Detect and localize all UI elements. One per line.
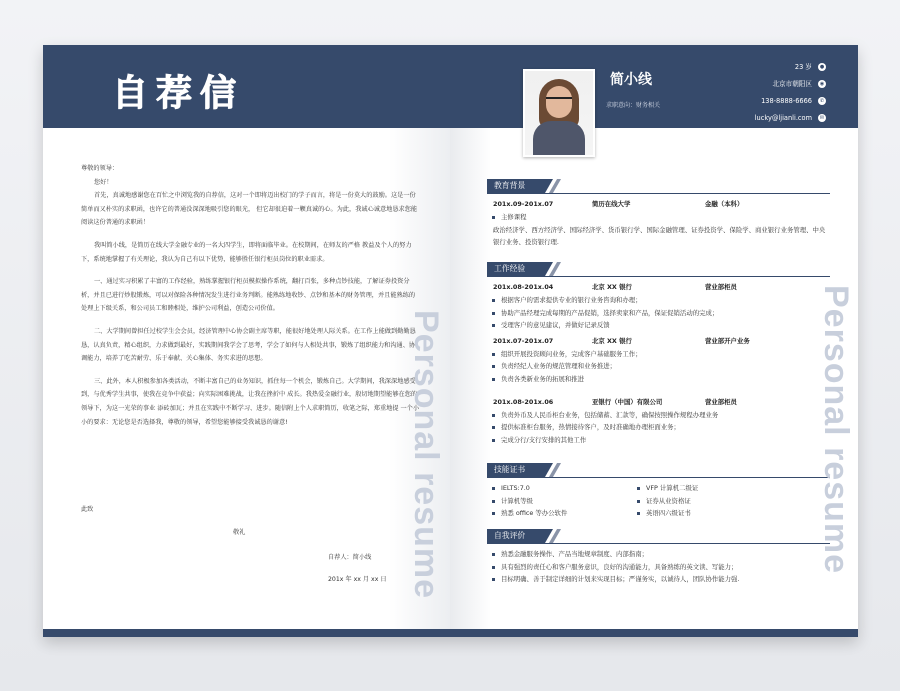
work-item: 提供标准柜台服务，热情接待客户，及时准确地办理柜面业务； <box>487 421 830 434</box>
section-title: 教育背景 <box>487 179 545 193</box>
skills-list <box>487 482 830 520</box>
work-company: 亚银行（中国）有限公司 <box>592 397 663 406</box>
work-section <box>487 262 830 446</box>
section-title: 工作经验 <box>487 262 545 276</box>
letter-paragraph: 一、通过实习积累了丰富的工作经验，熟练掌握银行柜员模拟操作系统，翻打百张，多种点钞技能，了解证券投资分析，并且已进行炒股锻炼，可以对保险各种情况发生进行业务判断。能熟练地收钞、点钞和基本的财务管理，并且能熟练的处理上下级关系，和公司员工和睦相处，维护公司利益，创造公司价值。 <box>81 278 416 313</box>
cover-letter-page <box>43 45 450 637</box>
work-company: 北京 XX 银行 <box>592 336 632 345</box>
job-intent: 求职意向：财务相关 <box>606 102 661 109</box>
work-role: 营业部柜员 <box>705 397 737 406</box>
edu-courses: 政治经济学、西方经济学、国际经济学、货币银行学、国际金融管理、证券投资学、保险学、商业银行业务管理、中央银行业务、投资银行理. <box>493 225 826 247</box>
skill-item: VFP 计算机二级证 <box>632 482 782 495</box>
work-item: 根据客户的需求提供专业的银行业务咨询和办理； <box>487 294 830 307</box>
section-title: 技能证书 <box>487 463 545 477</box>
work-item: 组织开展投资顾问业务，完成客户基础服务工作； <box>487 348 830 361</box>
email-icon: ✉ <box>819 115 825 121</box>
work-item: 负责各类新业务的拓展和推进 <box>487 373 830 386</box>
contact-age: 23 岁 ● <box>794 63 825 71</box>
work-item: 负责经纪人业务的规范管理和业务推进； <box>487 360 830 373</box>
letter-closing: 此致 <box>81 506 94 513</box>
candidate-name: 简小线 <box>610 72 652 88</box>
signature: 自荐人：简小线 <box>328 554 372 561</box>
watermark-text: Personal resume <box>817 285 855 575</box>
skill-item: 英语四六级证书 <box>632 507 782 520</box>
letter-body <box>81 162 421 438</box>
skill-item: 熟悉 office 等办公软件 <box>487 507 632 520</box>
work-item: 协助产品经理完成每期的产品促销，选择卖家和产品，保证促销活动的完成； <box>487 307 830 320</box>
greeting: 您好！ <box>94 178 113 186</box>
work-item: 受理客户的意见建议，并做好记录反馈 <box>487 319 830 332</box>
letter-paragraph: 首先，真诚地感谢您在百忙之中浏览我的自荐信，这对一个即将迈出校门的学子而言，将是一份莫大的鼓励。这是一份简单而又朴实的求职函，也许它的普通没深深地吸引您的眼光， 但它却很迫着一颗真诚的心。为此，我诚心诚意地恳求您能阅读这份普通的求职函！ <box>81 192 418 227</box>
work-entry <box>487 281 830 332</box>
contact-email: lucky@ljianli.com ✉ <box>754 114 825 122</box>
letter-date: 201x 年 xx 月 xx 日 <box>328 576 387 583</box>
watermark-text: Personal resume <box>407 310 445 600</box>
contact-phone: 138-8888-6666 ✆ <box>761 97 825 105</box>
education-section <box>487 179 830 249</box>
self-item: 目标明确、善于制定详细的计划来实现目标；严谨务实，以诚待人，团队协作能力强. <box>487 573 830 586</box>
letter-salute: 敬礼 <box>233 529 246 536</box>
location-icon: ◉ <box>819 81 825 87</box>
work-period: 201x.07-201x.07 <box>493 336 554 345</box>
resume-page <box>450 45 858 637</box>
section-title: 自我评价 <box>487 529 545 543</box>
letter-paragraph: 三、此外，本人积极参加各类活动，不断丰富自己的业务知识，抓住每一个机会，锻炼自己。大学期间，我深深地感受到，与优秀学生共事，使我在竞争中获益；向实际困难挑战，让我在挫折中 成长。我热爱金融行业，殷切地期望能够在您的领导下，为这一光荣的事业 添砖加瓦；并且在实践中不断学习、进步。随信附上个人求职简历，收笔之际，郑重地提 一个小小的要求：无论您是否选择我，尊敬的领导，希望您能够接受我诚恳的谢意! <box>81 377 420 426</box>
work-role: 营业部柜员 <box>705 283 737 291</box>
work-entry <box>487 396 830 447</box>
skill-item: 证券从业资格证 <box>632 495 782 508</box>
self-item: 具有强烈的责任心和客户服务意识，良好的沟通能力，具备熟练的英文读、写能力； <box>487 561 830 574</box>
edu-course-label: 主修课程 <box>487 211 830 224</box>
edu-school: 简历在线大学 <box>592 200 631 208</box>
work-entry <box>487 335 830 386</box>
skills-section <box>487 463 830 520</box>
footer-bar <box>450 629 858 637</box>
work-role: 营业部开户业务 <box>705 336 750 345</box>
person-icon: ● <box>819 64 825 70</box>
profile-photo <box>523 69 595 157</box>
contact-address: 北京市朝阳区 ◉ <box>772 80 825 88</box>
work-item: 负责外币及人民币柜台业务，包括储蓄、汇款等，确保按照操作规程办理业务 <box>487 409 830 422</box>
work-period: 201x.08-201x.04 <box>493 283 554 291</box>
edu-major: 金融（本科） <box>705 200 744 208</box>
open-booklet <box>43 45 858 637</box>
contact-list <box>755 59 826 127</box>
page-title: 自荐信 <box>111 72 244 114</box>
self-item: 熟悉金融服务操作、产品当地规章制度、内部指南； <box>487 548 830 561</box>
header-band <box>450 45 858 128</box>
work-item: 完成分行/支行安排的其他工作 <box>487 434 830 447</box>
edu-period: 201x.09-201x.07 <box>493 200 554 208</box>
letter-paragraph: 二、大学期间曾担任过校学生会会员，经济管理中心协会副主席等职，能很好地处理人际关系。在工作上能做到勤勤恳恳，认真负责，精心组织，力求做到最好，实践期间我学会了思考，学会了如何与人相处共事，锻炼了组织能力和沟通、协调能力，培养了吃苦耐劳、乐于奉献、关心集体、务实求进的思想。 <box>81 327 416 363</box>
header-band <box>43 45 450 128</box>
salutation: 尊敬的领导： <box>81 165 119 172</box>
work-company: 北京 XX 银行 <box>592 283 632 291</box>
self-evaluation-section <box>487 529 830 586</box>
footer-bar <box>43 629 450 637</box>
phone-icon: ✆ <box>819 98 825 104</box>
letter-paragraph: 我叫简小线，是简历在线大学金融专业的一名大四学生，即将面临毕业。在校期间，在师友的严格 教益及个人的努力下，系统地掌握了有关理论，我认为自己有以下优势，能够胜任银行柜员岗位的职业需求。 <box>81 241 412 263</box>
skill-item: IELTS:7.0 <box>487 482 632 495</box>
skill-item: 计算机等级 <box>487 495 632 508</box>
work-period: 201x.08-201x.06 <box>493 397 554 406</box>
